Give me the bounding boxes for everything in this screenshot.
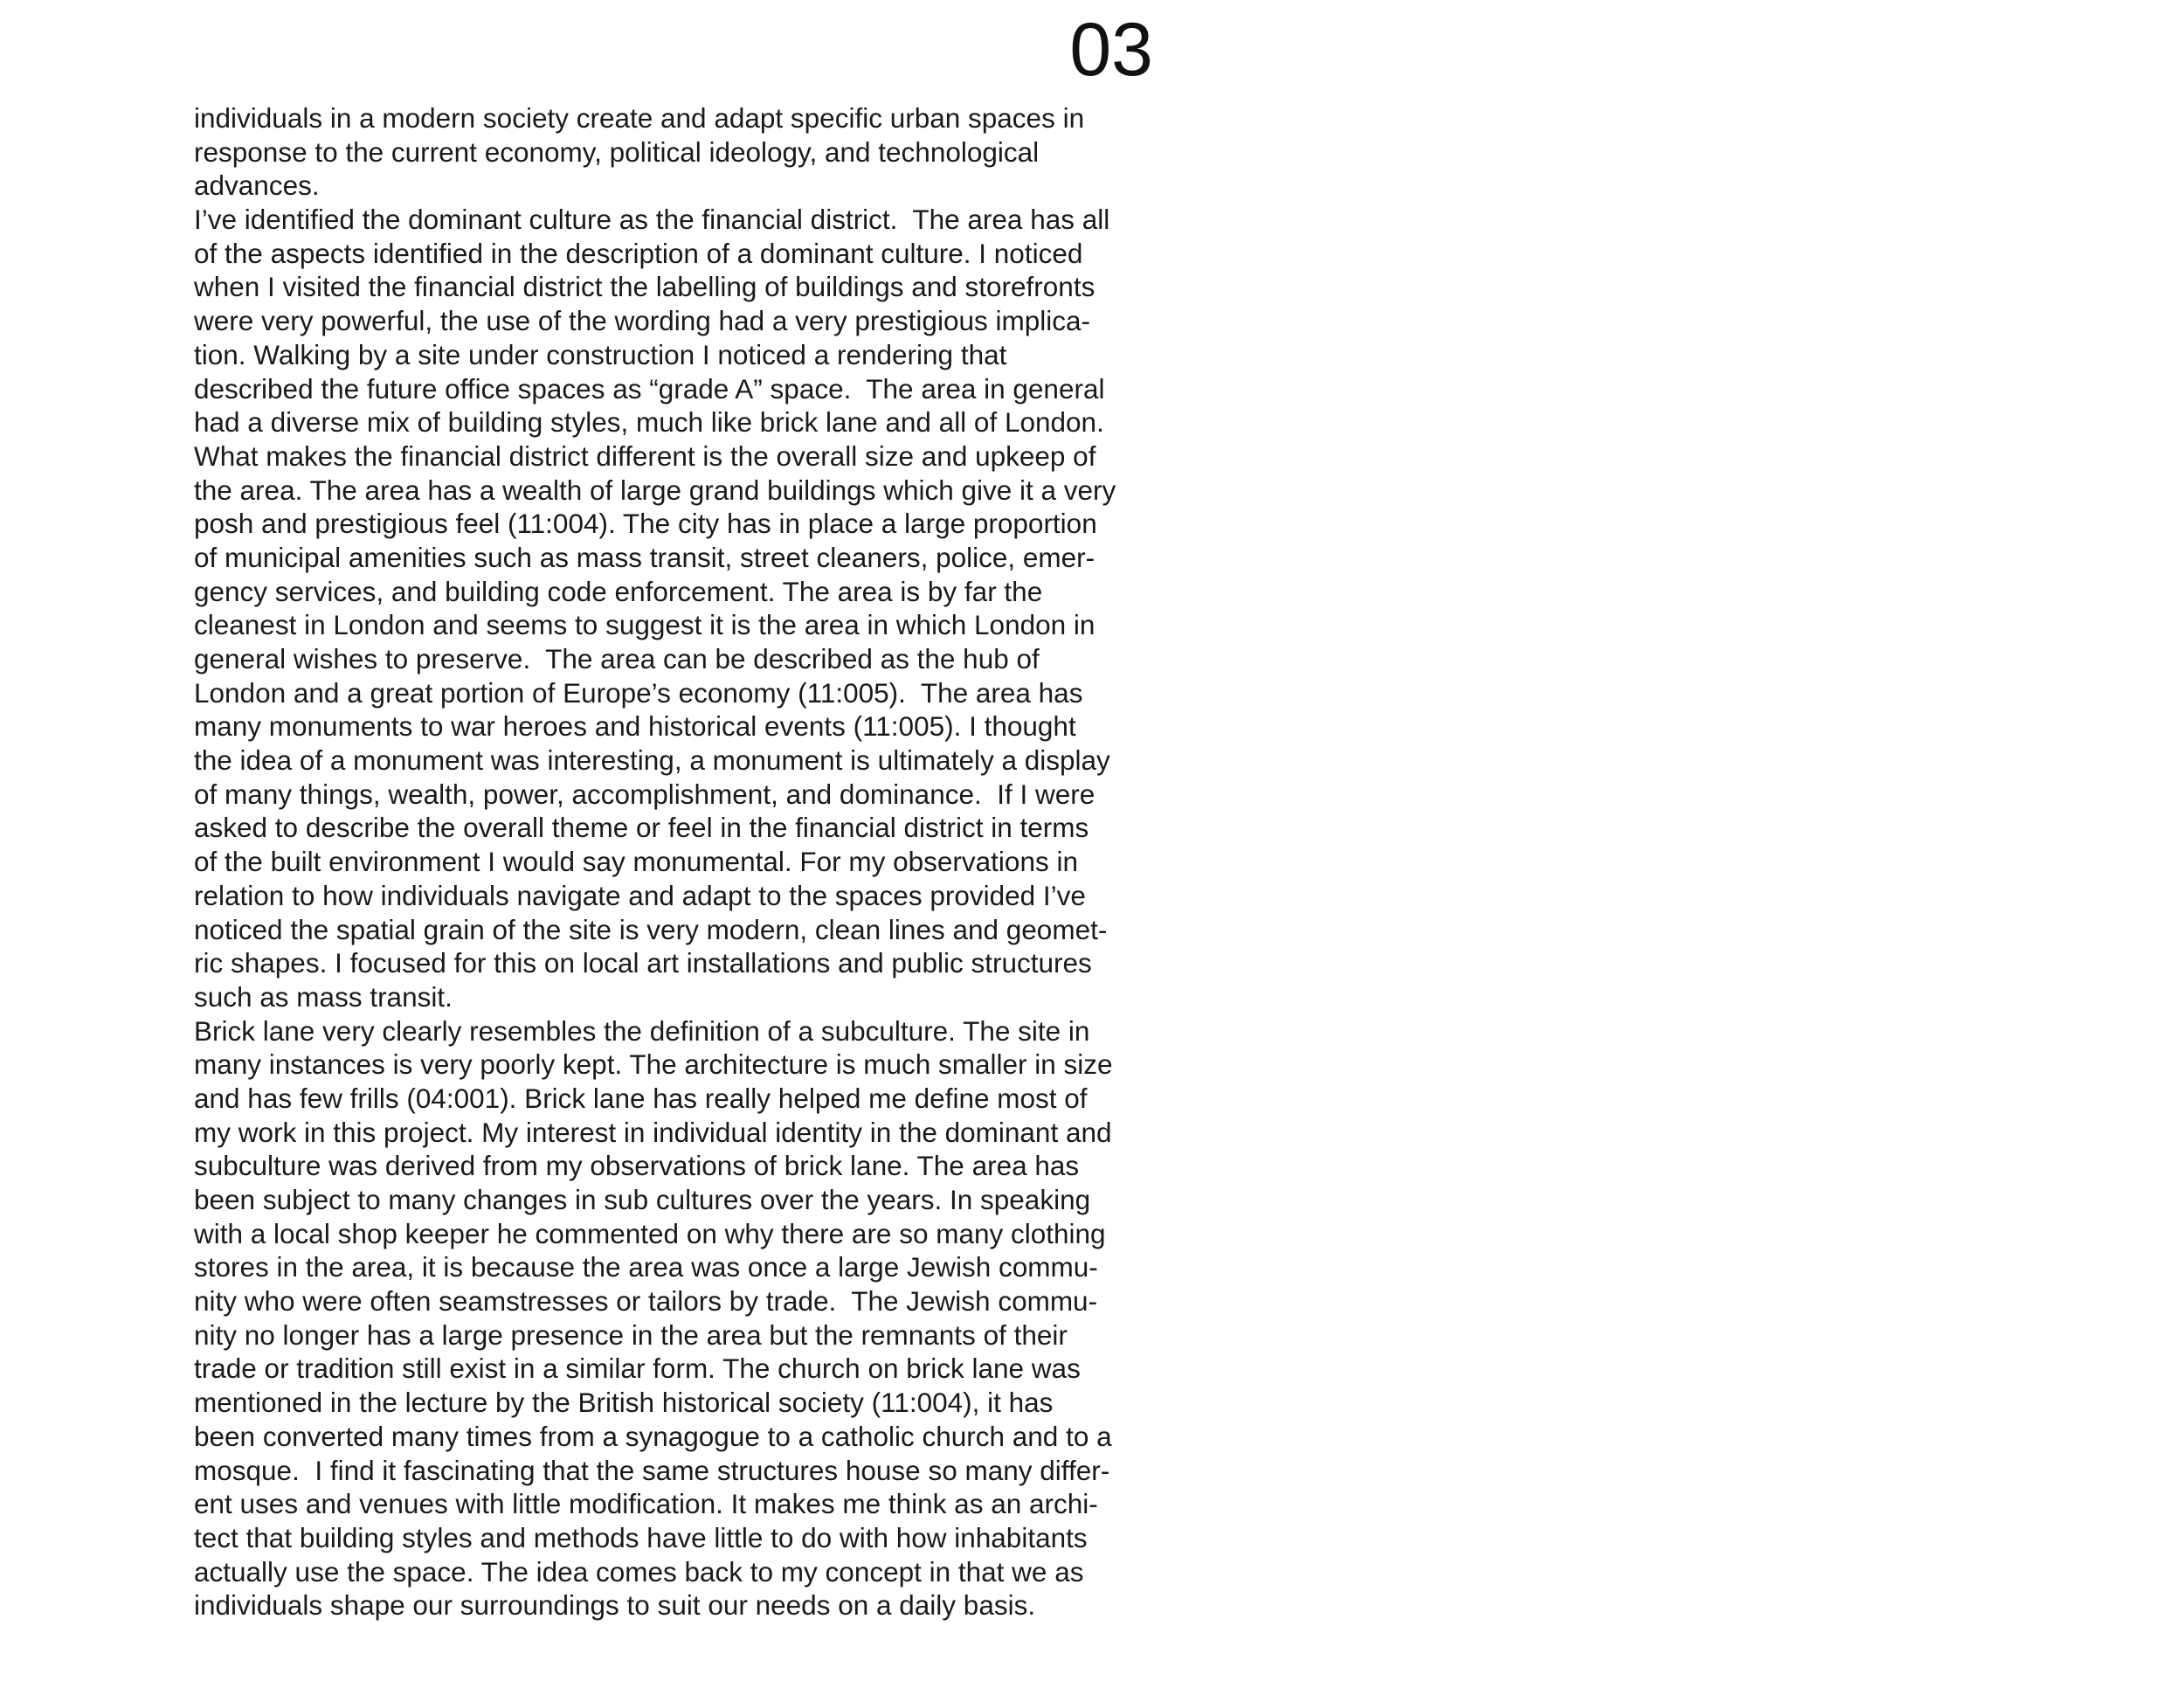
essay-line: general wishes to preserve. The area can be described as the hub of: [194, 643, 1040, 675]
essay-line: my work in this project. My interest in individual identity in the dominant and: [194, 1116, 1112, 1148]
essay-line: response to the current economy, political ideology, and technological: [194, 135, 1040, 168]
essay-line: gency services, and building code enforcement. The area is by far the: [194, 575, 1043, 607]
essay-line: when I visited the financial district the labelling of buildings and storefronts: [194, 271, 1095, 303]
essay-line: been subject to many changes in sub cultures over the years. In speaking: [194, 1184, 1091, 1215]
essay-line: individuals shape our surroundings to suit our needs on a daily basis.: [194, 1589, 1036, 1622]
essay-line: the idea of a monument was interesting, a monument is ultimately a display: [194, 744, 1110, 777]
essay-line: many instances is very poorly kept. The architecture is much smaller in size: [194, 1048, 1113, 1081]
essay-line: of the aspects identified in the description of a dominant culture. I noticed: [194, 237, 1083, 269]
essay-line: were very powerful, the use of the wording had a very prestigious implica-: [194, 305, 1090, 337]
essay-line: tect that building styles and methods have little to do with how inhabitants: [194, 1521, 1088, 1553]
essay-line: What makes the financial district different is the overall size and upkeep of: [194, 439, 1096, 472]
essay-line: with a local shop keeper he commented on why there are so many clothing: [194, 1217, 1106, 1249]
essay-line: individuals in a modern society create and adapt specific urban spaces in: [194, 102, 1085, 134]
essay-line: of the built environment I would say monumental. For my observations in: [194, 846, 1078, 878]
essay-line: cleanest in London and seems to suggest it is the area in which London in: [194, 609, 1095, 641]
essay-line: of municipal amenities such as mass transit, street cleaners, police, emer-: [194, 541, 1095, 573]
essay-line: the area. The area has a wealth of large grand buildings which give it a very: [194, 474, 1116, 506]
essay-line: relation to how individuals navigate and adapt to the spaces provided I’ve: [194, 879, 1086, 911]
essay-line: stores in the area, it is because the area was once a large Jewish commu-: [194, 1251, 1098, 1283]
essay-line: actually use the space. The idea comes back to my concept in that we as: [194, 1555, 1084, 1588]
essay-line: nity no longer has a large presence in the area but the remnants of their: [194, 1318, 1068, 1351]
essay-line: and has few frills (04:001). Brick lane has really helped me define most of: [194, 1082, 1088, 1114]
essay-line: asked to describe the overall theme or feel in the financial district in terms: [194, 812, 1089, 844]
essay-line: had a diverse mix of building styles, much like brick lane and all of London.: [194, 406, 1104, 439]
essay-line: subculture was derived from my observations of brick lane. The area has: [194, 1150, 1080, 1182]
essay-line: ric shapes. I focused for this on local art installations and public structures: [194, 947, 1092, 979]
essay-line: advances.: [194, 169, 320, 202]
essay-line: posh and prestigious feel (11:004). The city has in place a large proportion: [194, 508, 1097, 540]
essay-line: mosque. I find it fascinating that the same structures house so many differ-: [194, 1454, 1110, 1486]
essay-line: ent uses and venues with little modification. It makes me think as an archi-: [194, 1488, 1098, 1520]
essay-line: trade or tradition still exist in a similar form. The church on brick lane was: [194, 1352, 1081, 1385]
essay-line: of many things, wealth, power, accomplishment, and dominance. If I were: [194, 778, 1095, 810]
essay-body-text: [194, 101, 1155, 1622]
page-number: 03: [1069, 8, 1153, 92]
essay-line: London and a great portion of Europe’s economy (11:005). The area has: [194, 676, 1083, 709]
essay-line: nity who were often seamstresses or tailors by trade. The Jewish commu-: [194, 1285, 1098, 1318]
essay-line: Brick lane very clearly resembles the definition of a subculture. The site in: [194, 1014, 1090, 1047]
essay-line: such as mass transit.: [194, 980, 453, 1013]
essay-line: many monuments to war heroes and historical events (11:005). I thought: [194, 710, 1076, 743]
essay-line: described the future office spaces as “grade A” space. The area in general: [194, 372, 1105, 405]
essay-line: mentioned in the lecture by the British historical society (11:004), it has: [194, 1387, 1054, 1419]
essay-line: tion. Walking by a site under construction I noticed a rendering that: [194, 338, 1007, 370]
essay-line: been converted many times from a synagogue to a catholic church and to a: [194, 1420, 1112, 1452]
essay-line: I’ve identified the dominant culture as the financial district. The area has all: [194, 204, 1110, 236]
essay-line: noticed the spatial grain of the site is very modern, clean lines and geomet-: [194, 913, 1108, 945]
